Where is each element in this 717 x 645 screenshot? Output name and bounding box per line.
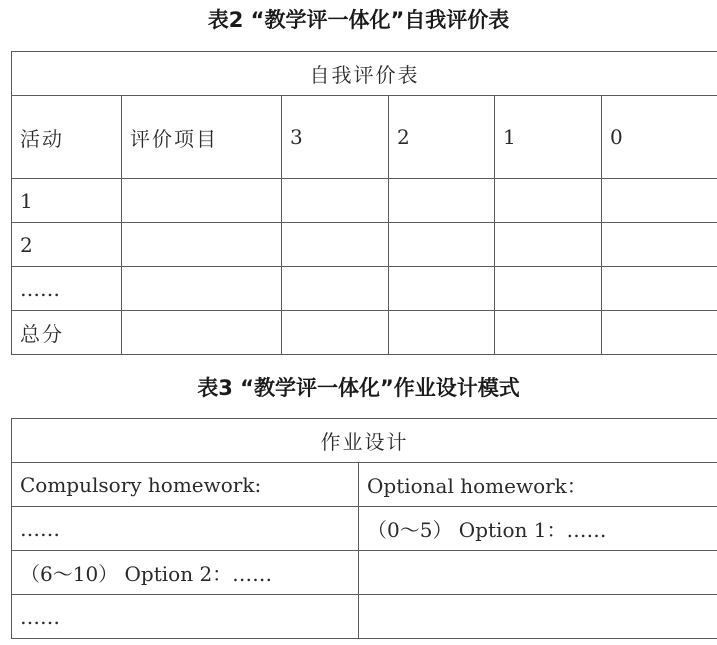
table-row: [12, 551, 717, 595]
table-cell: [122, 267, 282, 311]
table-cell: [602, 311, 717, 355]
table-cell: [282, 179, 389, 223]
table-cell: [122, 311, 282, 355]
table-cell: 2: [12, 223, 122, 267]
col-score-0: 0: [602, 96, 717, 179]
table-cell: Compulsory homework:: [12, 463, 359, 507]
table-cell: [282, 223, 389, 267]
table-cell: [389, 223, 495, 267]
table-cell: 1: [12, 179, 122, 223]
table3-caption: 表3 “教学评一体化”作业设计模式: [197, 376, 520, 400]
table-cell: [122, 179, 282, 223]
table-cell: Optional homework：: [359, 463, 717, 507]
col-score-2: 2: [389, 96, 495, 179]
table-cell: [602, 267, 717, 311]
table3-header: 作业设计: [12, 419, 717, 463]
table-row: [12, 223, 717, 267]
col-activity: 活动: [12, 96, 122, 179]
table-cell: [495, 267, 602, 311]
table-cell: ……: [12, 507, 359, 551]
table-cell: ……: [12, 595, 359, 639]
table-row: [12, 463, 717, 507]
table-cell: [282, 311, 389, 355]
homework-design-table: [11, 418, 717, 639]
table-row: [12, 507, 717, 551]
table-cell: [122, 223, 282, 267]
self-evaluation-table: [11, 51, 717, 355]
table-cell: [359, 551, 717, 595]
table-cell: ……: [12, 267, 122, 311]
table-cell: [389, 179, 495, 223]
table-row: [12, 267, 717, 311]
col-score-3: 3: [282, 96, 389, 179]
table-row: [12, 595, 717, 639]
table-cell: [495, 311, 602, 355]
table-cell: [495, 223, 602, 267]
table-cell: 总分: [12, 311, 122, 355]
col-score-1: 1: [495, 96, 602, 179]
table-cell: [495, 179, 602, 223]
table-cell: [359, 595, 717, 639]
table-cell: [602, 179, 717, 223]
table-cell: [389, 267, 495, 311]
table-row: [12, 311, 717, 355]
table-cell: [282, 267, 389, 311]
table-cell: （0～5） Option 1：……: [359, 507, 717, 551]
table-cell: [602, 223, 717, 267]
table-cell: [389, 311, 495, 355]
table-cell: （6～10） Option 2：……: [12, 551, 359, 595]
table-row: [12, 179, 717, 223]
table2-header: 自我评价表: [12, 52, 717, 96]
table2-caption: 表2 “教学评一体化”自我评价表: [207, 8, 510, 32]
col-evaluation-item: 评价项目: [122, 96, 282, 179]
